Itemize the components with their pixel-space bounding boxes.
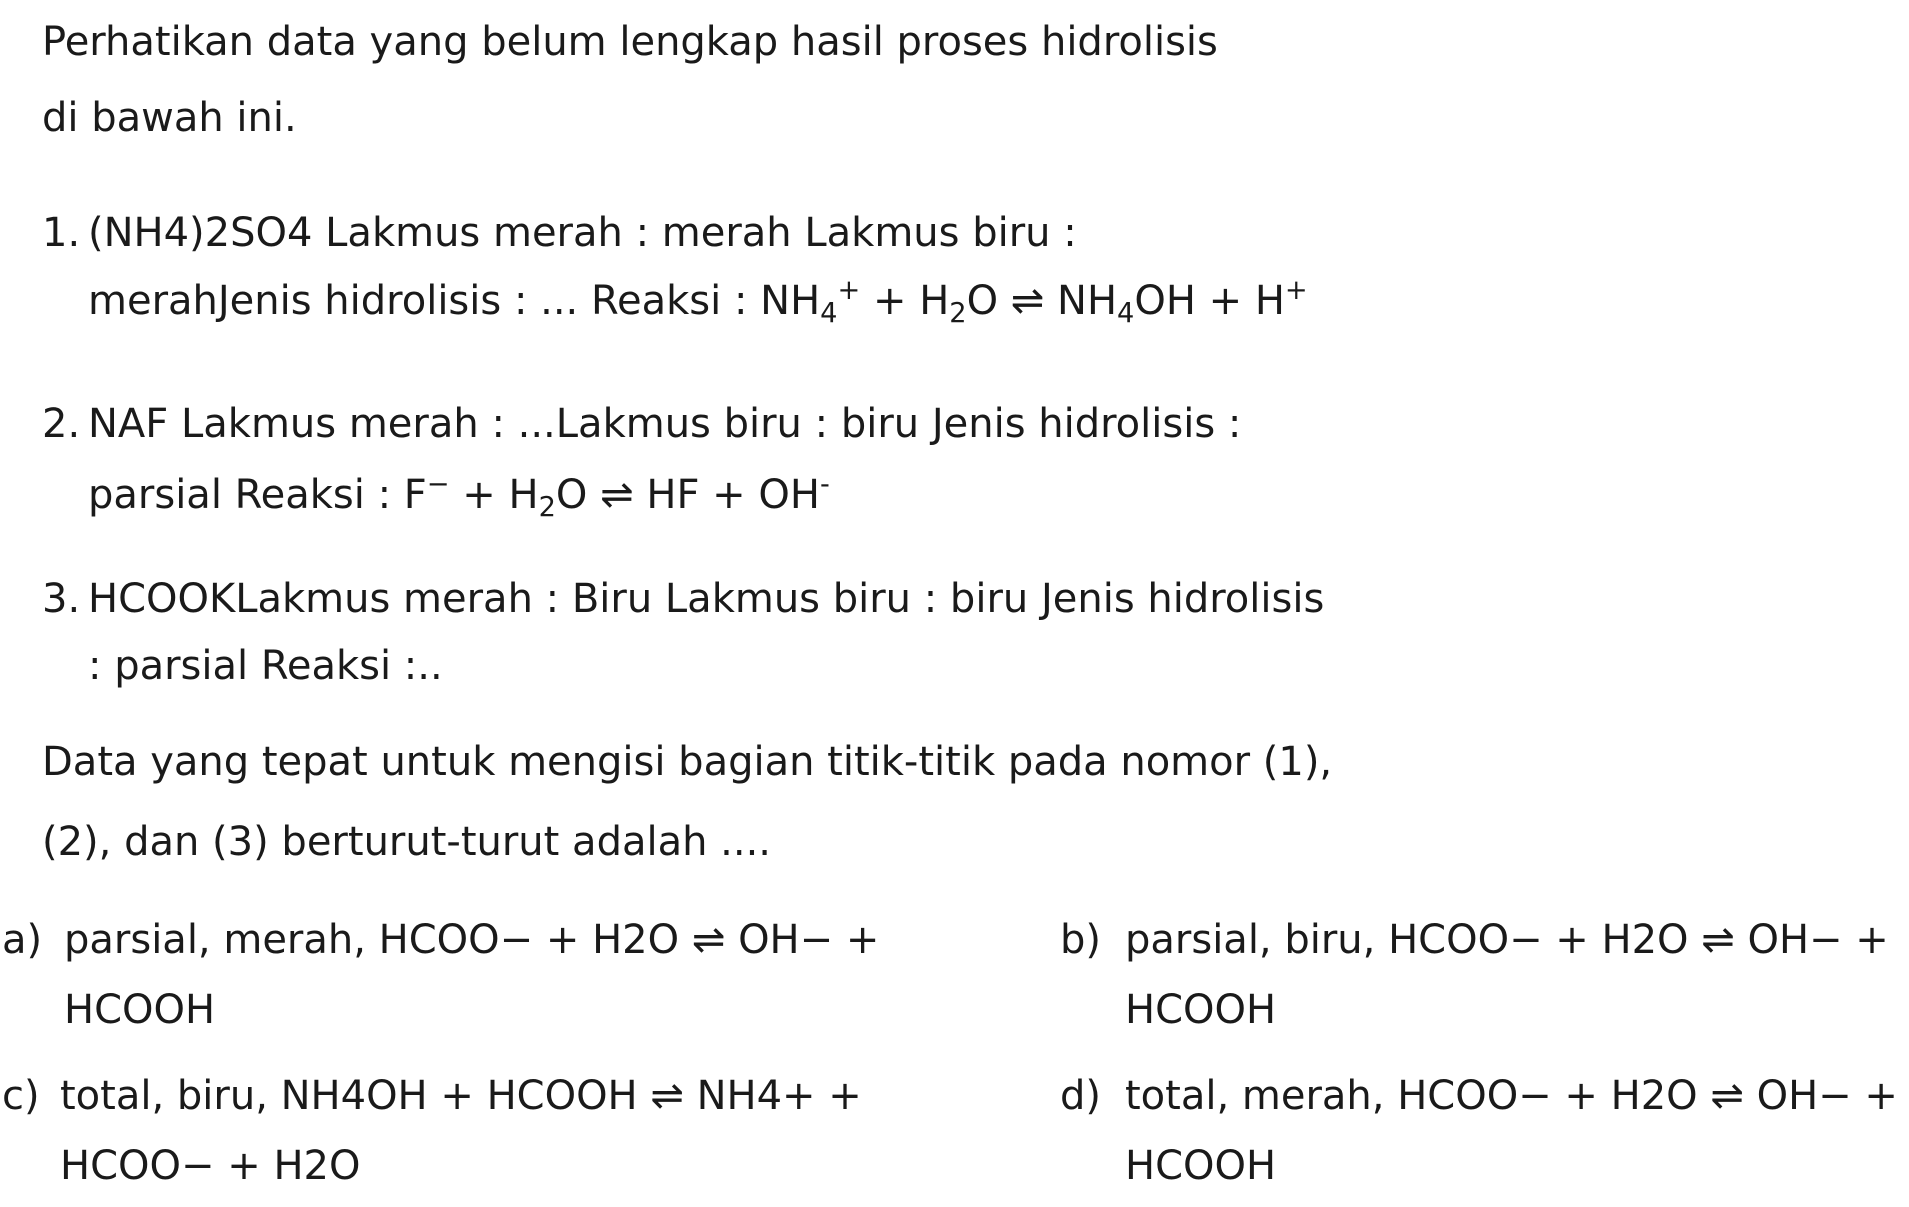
item-3-number: 3. <box>42 576 81 622</box>
item-1-number: 1. <box>42 210 81 256</box>
item-2-line-1: NAF Lakmus merah : ...Lakmus biru : biru Jenis hidrolisis : <box>88 401 1242 447</box>
option-c-letter: c) <box>2 1073 40 1119</box>
option-a-letter: a) <box>2 917 43 963</box>
question-line-2: (2), dan (3) berturut-turut adalah .... <box>42 819 772 865</box>
question-line-1: Data yang tepat untuk mengisi bagian titik-titik pada nomor (1), <box>42 739 1333 785</box>
item-2-line-2-text: parsial Reaksi : <box>88 472 404 518</box>
option-a-line-2: HCOOH <box>64 987 216 1033</box>
item-1-reaction: $NH_4^+ + H_2O$ ⇌ $NH_4OH + H^+$ <box>760 275 1308 330</box>
intro-line-2: di bawah ini. <box>42 95 297 141</box>
item-1-line-2 <box>88 275 1308 330</box>
option-b-line-1: parsial, biru, HCOO− + H2O ⇌ OH− + <box>1125 917 1889 963</box>
option-c-line-2: HCOO− + H2O <box>60 1143 361 1189</box>
option-d-letter: d) <box>1060 1073 1101 1119</box>
item-2-number: 2. <box>42 401 81 447</box>
option-b-letter: b) <box>1060 917 1101 963</box>
item-1-line-2-text: merahJenis hidrolisis : ... Reaksi : <box>88 278 761 324</box>
item-2-line-2 <box>88 469 830 524</box>
option-b-line-2: HCOOH <box>1125 987 1277 1033</box>
item-3-line-1: HCOOKLakmus merah : Biru Lakmus biru : biru Jenis hidrolisis <box>88 576 1325 622</box>
item-1-line-1: (NH4)2SO4 Lakmus merah : merah Lakmus biru : <box>88 210 1077 256</box>
item-2-reaction: $F^- + H_2O$ ⇌ HF + OH- <box>403 469 830 524</box>
option-c-line-1: total, biru, NH4OH + HCOOH ⇌ NH4+ + <box>60 1073 862 1119</box>
item-3-line-2: : parsial Reaksi :.. <box>88 643 443 689</box>
option-d-line-2: HCOOH <box>1125 1143 1277 1189</box>
option-d-line-1: total, merah, HCOO− + H2O ⇌ OH− + <box>1125 1073 1898 1119</box>
option-a-line-1: parsial, merah, HCOO− + H2O ⇌ OH− + <box>64 917 880 963</box>
intro-line-1: Perhatikan data yang belum lengkap hasil proses hidrolisis <box>42 19 1218 65</box>
